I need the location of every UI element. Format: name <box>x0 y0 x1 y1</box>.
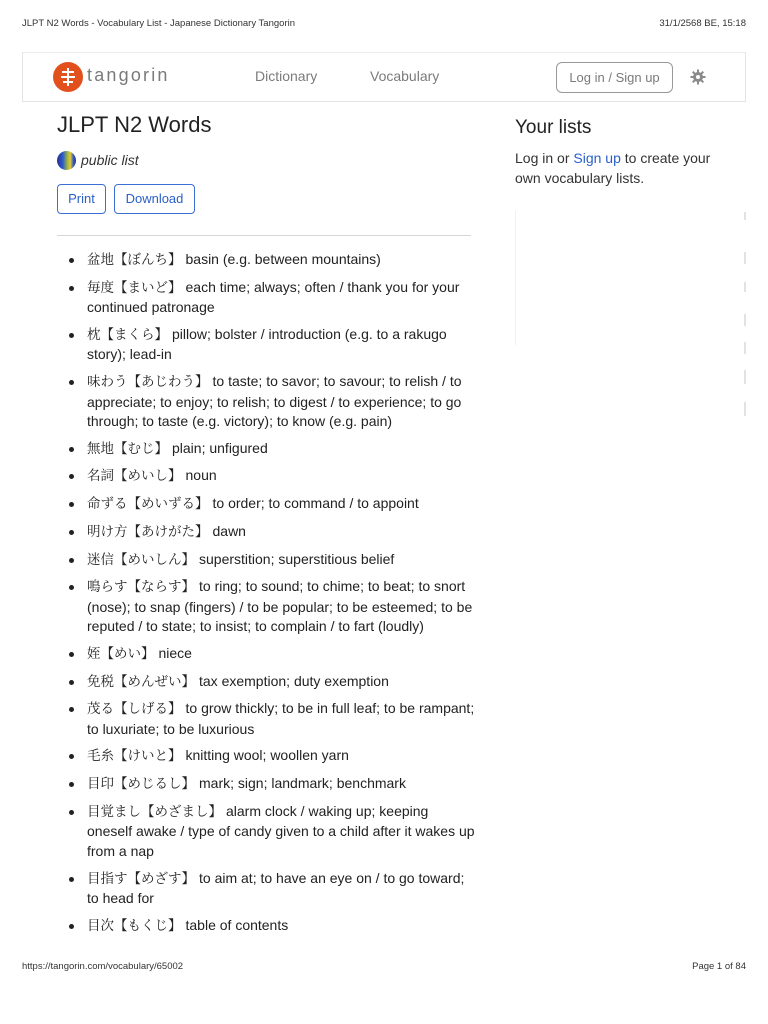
list-item <box>57 439 475 460</box>
vocab-definition: niece <box>158 644 192 661</box>
vocab-definition: table of contents <box>185 916 289 933</box>
list-item <box>57 644 475 665</box>
vocab-definition: plain; unfigured <box>172 439 268 456</box>
vocab-definition: each time; always; often / thank you for your continued patronage <box>87 278 460 316</box>
clipped-edge-mark <box>744 402 746 416</box>
list-item <box>57 250 475 271</box>
your-lists-heading: Your lists <box>515 117 592 138</box>
vocab-word[interactable]: 姪【めい】 <box>87 645 155 662</box>
list-item <box>57 802 475 862</box>
vocab-word[interactable]: 目指す【めざす】 <box>87 870 195 887</box>
vocab-definition: knitting wool; woollen yarn <box>185 747 349 764</box>
logo-glyph <box>61 68 75 86</box>
vocab-definition: basin (e.g. between mountains) <box>185 251 381 267</box>
vocab-definition: alarm clock / waking up; keeping oneself awake / type of candy given to a child after it wakes up from a nap <box>87 802 475 859</box>
vocab-word[interactable]: 明け方【あけがた】 <box>87 523 209 540</box>
vocab-word[interactable]: 味わう【あじわう】 <box>87 374 209 391</box>
vocab-word[interactable]: 命ずる【めいずる】 <box>87 496 209 513</box>
list-item <box>57 494 475 515</box>
vocab-word[interactable]: 無地【むじ】 <box>87 440 168 457</box>
login-prompt-text: Log in or <box>515 150 574 166</box>
page-title: JLPT N2 Words <box>57 112 212 137</box>
clipped-edge-mark <box>744 282 746 292</box>
list-item <box>57 550 475 571</box>
vocab-word[interactable]: 免税【めんぜい】 <box>87 673 195 690</box>
print-page-number: Page 1 of 84 <box>692 961 746 972</box>
list-item <box>57 577 475 637</box>
nav-vocabulary-link[interactable]: Vocabulary <box>370 68 440 84</box>
sign-up-link[interactable]: Sign up <box>573 150 621 166</box>
vocab-definition: to grow thickly; to be in full leaf; to be rampant; to luxuriate; to be luxurious <box>87 700 475 737</box>
brand-name[interactable]: tangorin <box>87 65 170 85</box>
login-signup-button[interactable]: Log in / Sign up <box>556 62 673 93</box>
list-item <box>57 325 475 365</box>
clipped-edge-mark <box>744 252 746 264</box>
list-item <box>57 774 475 795</box>
vocab-definition: to aim at; to have an eye on / to go toward; to head for <box>87 869 465 906</box>
clipped-edge-mark <box>744 370 746 384</box>
download-button[interactable]: Download <box>114 184 195 214</box>
vocab-definition: tax exemption; duty exemption <box>199 672 389 689</box>
vocab-word[interactable]: 茂る【しげる】 <box>87 701 182 718</box>
your-lists-text <box>515 149 725 188</box>
clipped-edge-mark <box>744 212 746 220</box>
vocab-definition: pillow; bolster / introduction (e.g. to a rakugo story); lead-in <box>87 325 447 363</box>
tangorin-logo-icon[interactable] <box>53 62 83 92</box>
vocab-word[interactable]: 盆地【ぼんち】 <box>87 252 182 268</box>
vocab-word[interactable]: 目覚まし【めざまし】 <box>87 803 222 820</box>
vocab-word[interactable]: 迷信【めいしん】 <box>87 551 195 568</box>
vocab-word[interactable]: 目印【めじるし】 <box>87 776 195 793</box>
clipped-edge-mark <box>744 342 746 354</box>
vocab-definition: to order; to command / to appoint <box>212 495 419 512</box>
vocab-definition: dawn <box>212 522 246 539</box>
list-item <box>57 372 475 432</box>
list-item <box>57 522 475 543</box>
list-item <box>57 916 475 937</box>
create-lists-text: to create your own vocabulary lists. <box>515 150 711 186</box>
list-visibility-label: public list <box>81 152 139 168</box>
clipped-edge-mark <box>744 314 746 326</box>
list-item <box>57 699 475 739</box>
vocab-word[interactable]: 毛糸【けいと】 <box>87 748 182 765</box>
print-datetime: 31/1/2568 BE, 15:18 <box>659 18 746 29</box>
print-header <box>22 18 746 32</box>
vocab-word[interactable]: 枕【まくら】 <box>87 326 168 343</box>
print-url: https://tangorin.com/vocabulary/65002 <box>22 961 184 972</box>
divider <box>57 235 471 236</box>
list-item <box>57 672 475 693</box>
vocab-definition: noun <box>185 467 217 484</box>
vocab-definition: superstition; superstitious belief <box>199 550 395 567</box>
list-item <box>57 869 475 909</box>
print-page-title: JLPT N2 Words - Vocabulary List - Japanese Dictionary Tangorin <box>22 18 295 29</box>
list-item <box>57 278 475 318</box>
vocab-definition: mark; sign; landmark; benchmark <box>199 775 406 792</box>
gear-icon[interactable] <box>690 69 706 85</box>
top-navbar <box>22 52 746 102</box>
vocab-definition: to taste; to savor; to savour; to relish / to appreciate; to enjoy; to relish; to digest / to experience; to go through; to taste (e.g. victory); to know (e.g. pain) <box>87 373 462 430</box>
vocab-word[interactable]: 目次【もくじ】 <box>87 917 182 934</box>
vocab-word[interactable]: 鳴らす【ならす】 <box>87 579 195 596</box>
vocab-definition: to ring; to sound; to chime; to beat; to snort (nose); to snap (fingers) / to be popular; to be esteemed; to be reputed / to state; to insist; to complain / to fart (loudly) <box>87 578 473 635</box>
vocab-word[interactable]: 名詞【めいし】 <box>87 468 182 485</box>
vocabulary-list <box>57 250 475 943</box>
vocab-word[interactable]: 毎度【まいど】 <box>87 279 182 296</box>
nav-dictionary-link[interactable]: Dictionary <box>255 68 318 84</box>
list-item <box>57 466 475 487</box>
print-footer <box>22 961 746 975</box>
sidebar-divider <box>515 210 516 345</box>
avatar <box>57 151 76 170</box>
list-item <box>57 746 475 767</box>
print-button[interactable]: Print <box>57 184 106 214</box>
